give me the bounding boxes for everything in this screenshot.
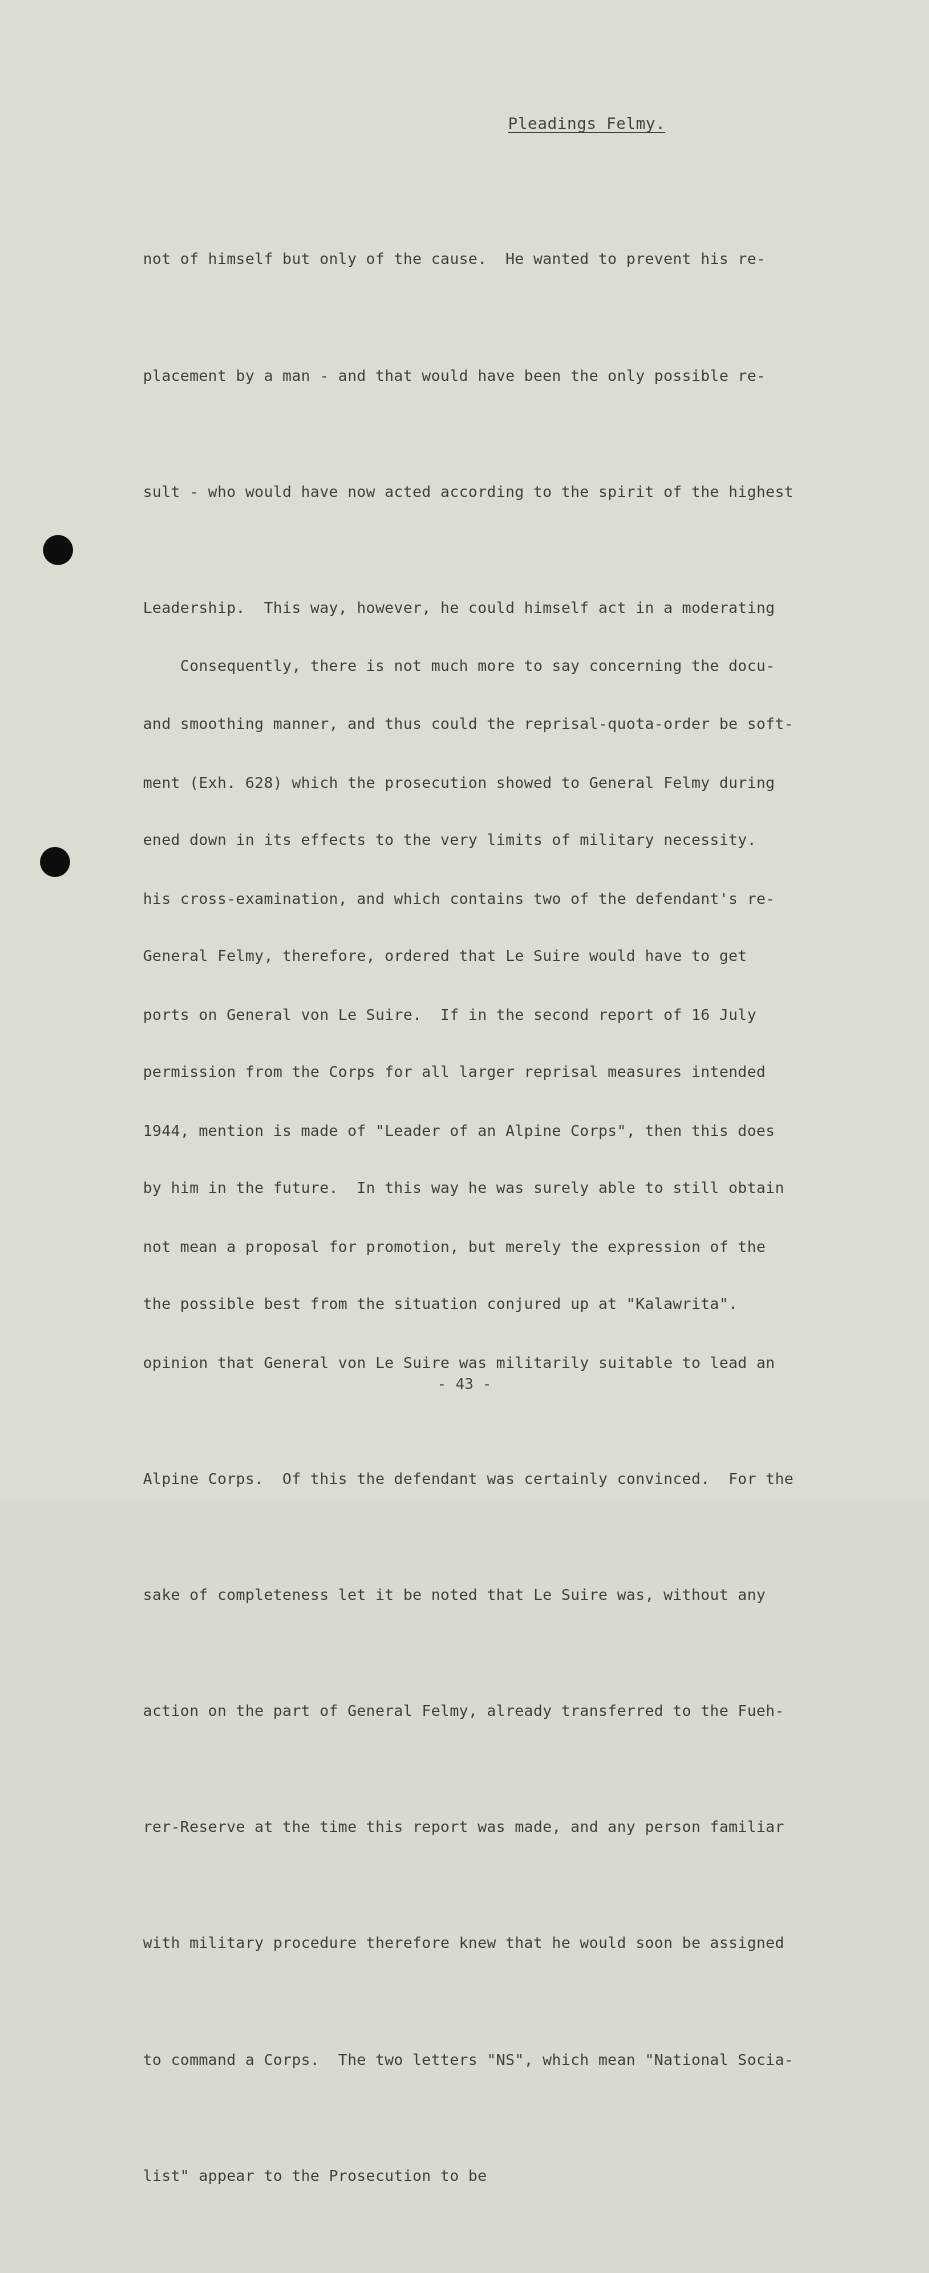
- text-line: Alpine Corps. Of this the defendant was certainly convinced. For the: [143, 1470, 794, 1489]
- text-line: permission from the Corps for all larger reprisal measures intended: [143, 1063, 766, 1082]
- text-line: not mean a proposal for promotion, but merely the expression of the: [143, 1237, 766, 1256]
- text-line: action on the part of General Felmy, already transferred to the Fueh-: [143, 1702, 785, 1721]
- punch-hole-top: [43, 535, 73, 565]
- text-line: and smoothing manner, and thus could the reprisal-quota-order be soft-: [143, 714, 794, 733]
- text-line: placement by a man - and that would have been the only possible re-: [143, 366, 766, 385]
- text-line: rer-Reserve at the time this report was made, and any person familiar: [143, 1818, 785, 1837]
- page-number: - 43 -: [437, 1375, 492, 1393]
- text-line: ened down in its effects to the very limits of military necessity.: [143, 830, 757, 849]
- text-line: Consequently, there is not much more to say concerning the docu-: [143, 657, 775, 676]
- text-line: not of himself but only of the cause. He wanted to prevent his re-: [143, 250, 766, 269]
- text-line: General Felmy, therefore, ordered that Le Suire would have to get: [143, 946, 748, 965]
- text-line: list" appear to the Prosecution to be: [143, 2166, 487, 2185]
- text-line: sult - who would have now acted according to the spirit of the highest: [143, 482, 794, 501]
- text-line: with military procedure therefore knew that he would soon be assigned: [143, 1934, 785, 1953]
- text-line: by him in the future. In this way he was surely able to still obtain: [143, 1179, 785, 1198]
- text-line: opinion that General von Le Suire was militarily suitable to lead an: [143, 1353, 775, 1372]
- text-line: the possible best from the situation conjured up at "Kalawrita".: [143, 1295, 738, 1314]
- body-paragraph-2: [143, 570, 823, 2273]
- text-line: ports on General von Le Suire. If in the second report of 16 July: [143, 1005, 757, 1024]
- text-line: his cross-examination, and which contains two of the defendant's re-: [143, 889, 775, 908]
- punch-hole-bottom: [40, 847, 70, 877]
- text-line: to command a Corps. The two letters "NS", which mean "National Socia-: [143, 2050, 794, 2069]
- text-line: Leadership. This way, however, he could himself act in a moderating: [143, 598, 775, 617]
- text-line: 1944, mention is made of "Leader of an Alpine Corps", then this does: [143, 1121, 775, 1140]
- text-line: sake of completeness let it be noted that Le Suire was, without any: [143, 1586, 766, 1605]
- text-line: ment (Exh. 628) which the prosecution showed to General Felmy during: [143, 773, 775, 792]
- page-header-title: Pleadings Felmy.: [508, 114, 666, 133]
